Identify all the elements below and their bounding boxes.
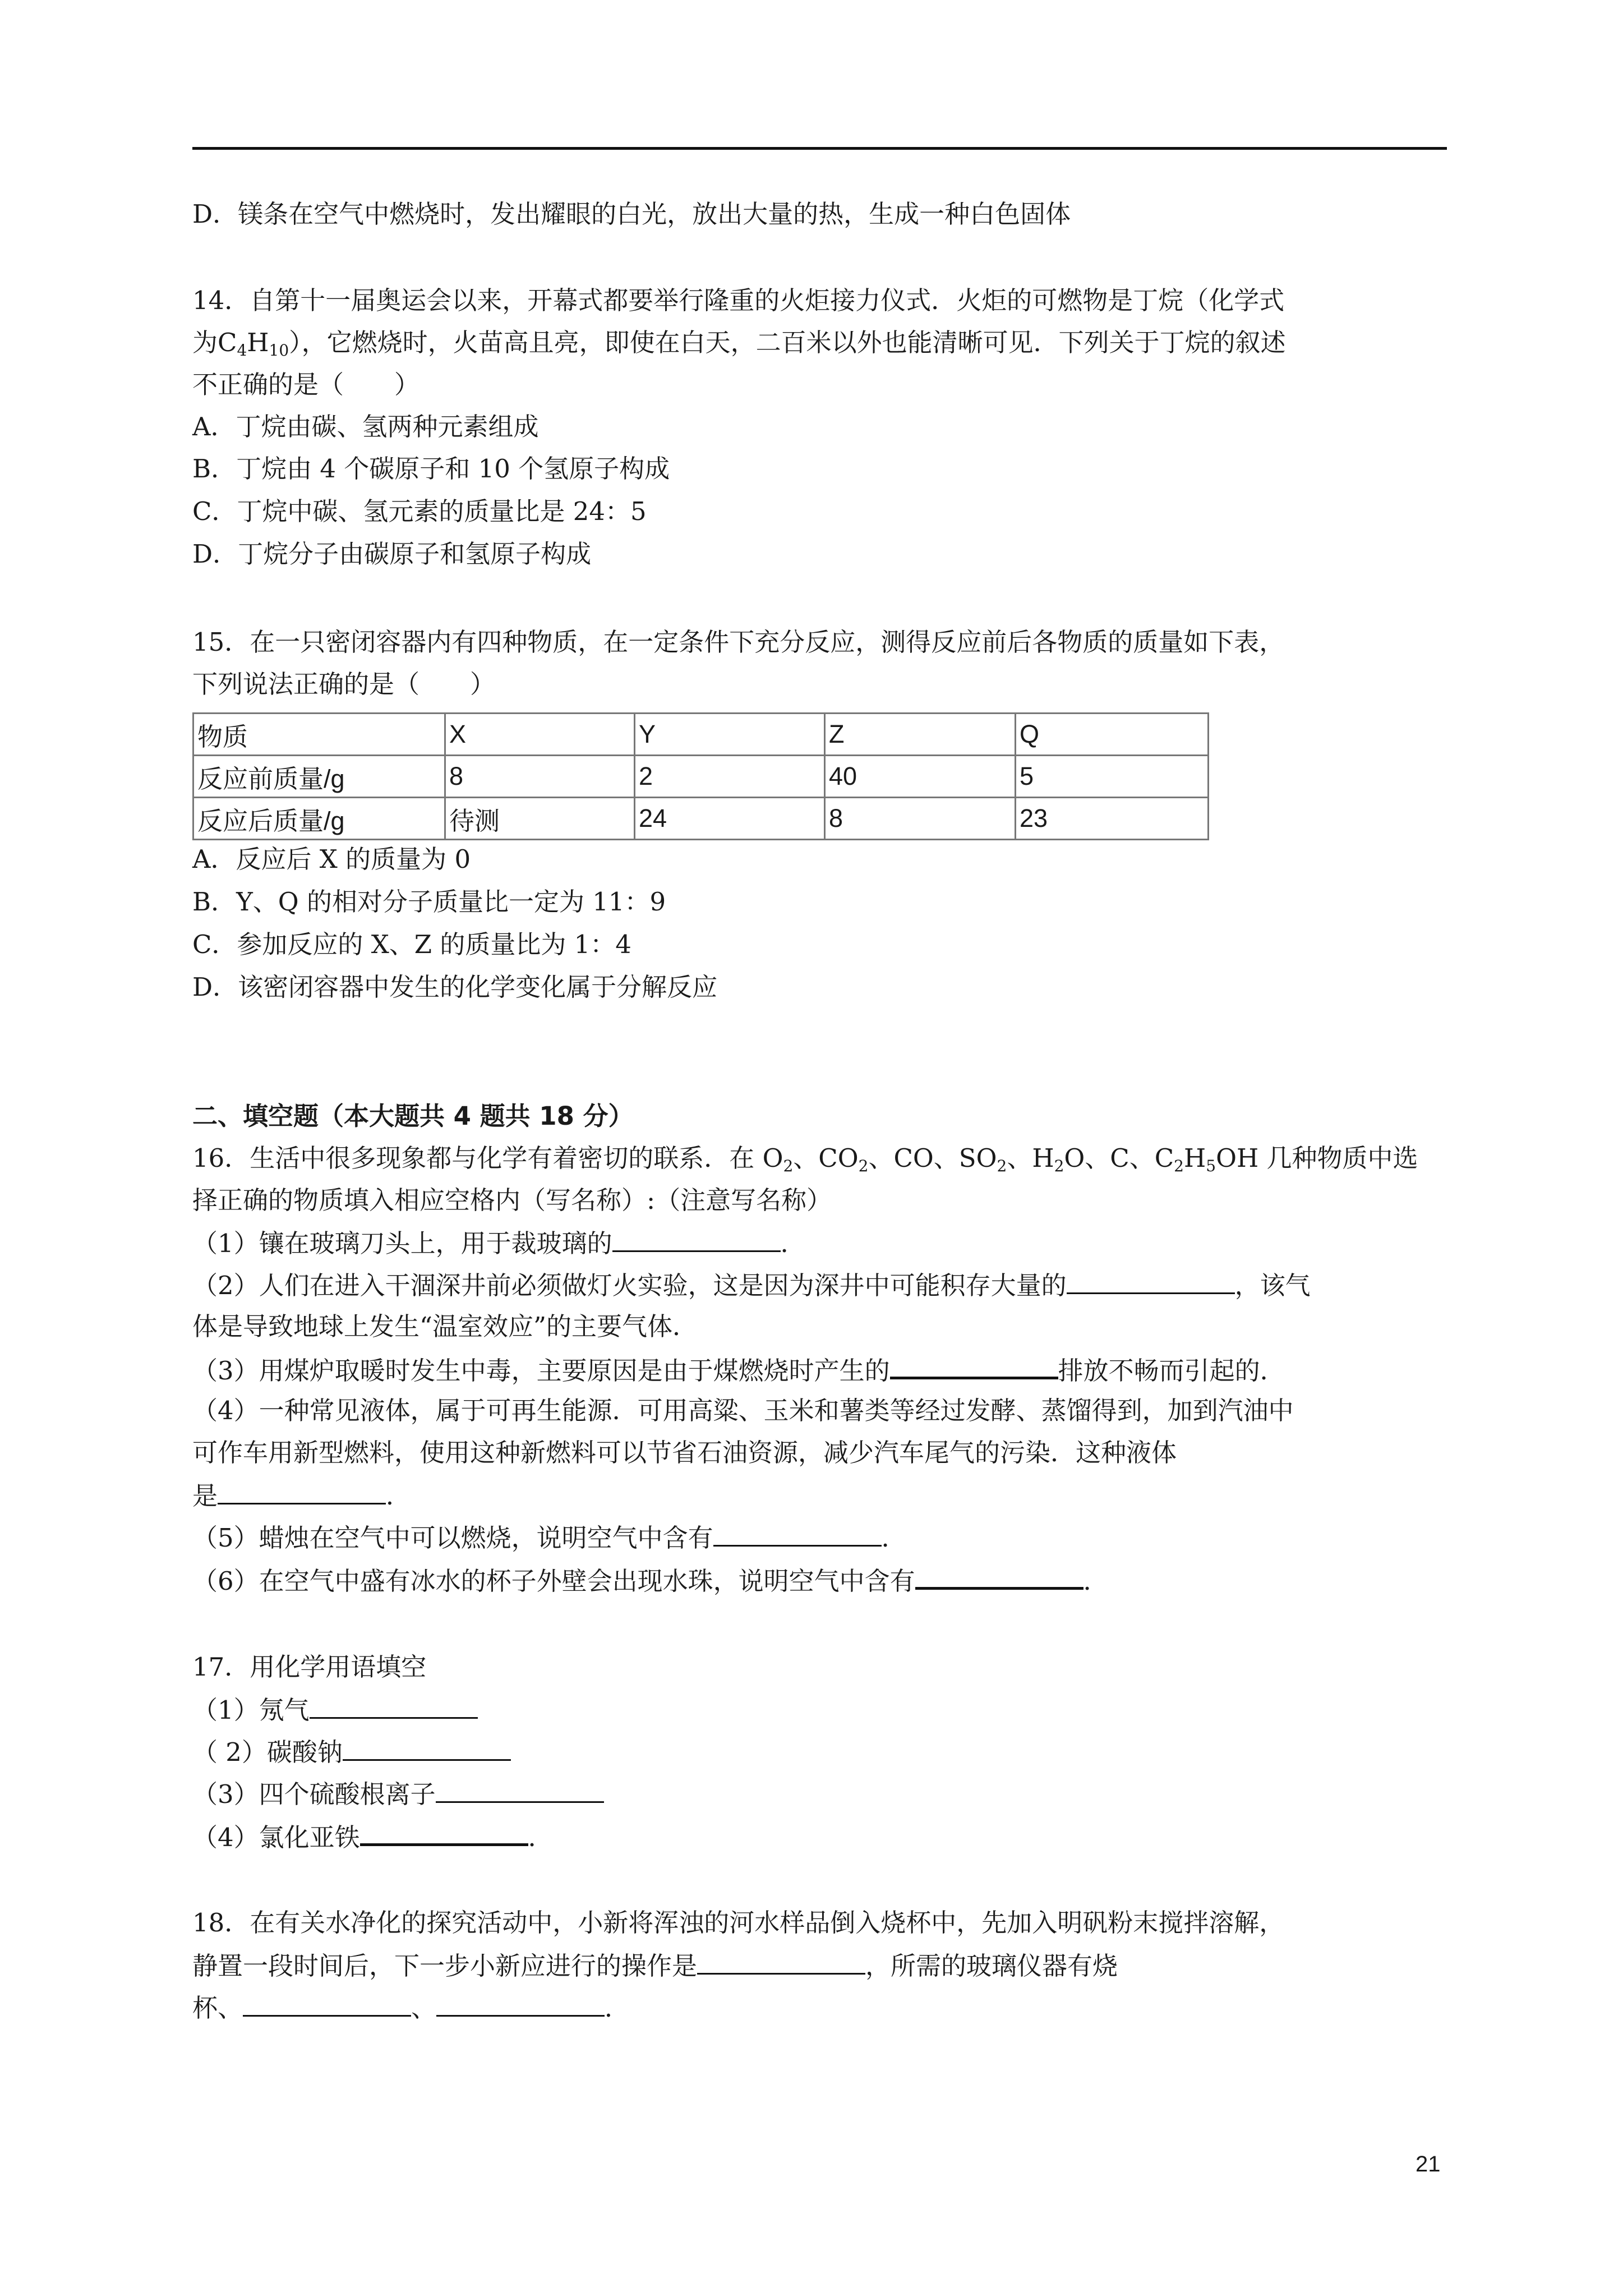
q14-option-b: B．丁烷由 4 个碳原子和 10 个氢原子构成 [192,454,670,484]
q15-stem-line2: 下列说法正确的是（ ） [192,669,496,699]
table-cell: 待测 [445,798,635,840]
q16-part-2-cont: 体是导致地球上发生“温室效应”的主要气体． [192,1312,698,1341]
table-cell: 5 [1016,756,1209,798]
table-cell: 2 [635,756,825,798]
table-cell: 24 [635,798,825,840]
table-cell: 40 [825,756,1016,798]
q15-option-a: A．反应后 X 的质量为 0 [192,844,471,874]
q15-option-b: B．Y、Q 的相对分子质量比一定为 11：9 [192,887,666,917]
table-row [193,756,1209,798]
q16-part-4-line1: （4）一种常见液体，属于可再生能源．可用高粱、玉米和薯类等经过发酵、蒸馏得到，加到汽油中 [192,1396,1294,1425]
q18-stem-line2: 静置一段时间后，下一步小新应进行的操作是 ，所需的玻璃仪器有烧 [192,1948,1118,1983]
q14-option-c: C．丁烷中碳、氢元素的质量比是 24：5 [192,496,647,526]
table-cell: 物质 [193,714,445,756]
q13-option-d: D．镁条在空气中燃烧时，发出耀眼的白光，放出大量的热，生成一种白色固体 [192,199,1071,229]
answer-blank[interactable] [713,1520,882,1547]
page-number: 21 [1415,2152,1441,2177]
q16-stem-line1: 16．生活中很多现象都与化学有着密切的联系．在 $O_2$、$CO_2$、CO、$SO_2$、$H_2O$、C、$C_2H_5OH$ 几种物质中选 [192,1143,1418,1175]
answer-blank[interactable] [360,1819,528,1846]
q14-stem-line3: 不正确的是（ ） [192,370,420,399]
q17-part-3: （3）四个硫酸根离子 [192,1777,604,1811]
table-cell: 反应后质量/g [193,798,445,840]
q17-part-1: （1）氖气 [192,1692,478,1727]
section-title: 二、填空题（本大题共 4 题共 18 分） [192,1101,634,1131]
table-header-row [193,714,1209,756]
q17-part-4: （4）氯化亚铁 ． [192,1819,554,1855]
answer-blank[interactable] [697,1948,865,1975]
answer-blank[interactable] [436,1777,604,1803]
answer-blank[interactable] [218,1478,386,1504]
table-cell: Y [635,714,825,756]
q17-stem: 17．用化学用语填空 [192,1652,427,1682]
q17-part-2: （ 2）碳酸钠 [192,1734,511,1769]
answer-blank[interactable] [612,1226,781,1252]
table-cell: Z [825,714,1016,756]
q15-option-c: C．参加反应的 X、Z 的质量比为 1：4 [192,930,631,959]
q14-option-d: D．丁烷分子由碳原子和氢原子构成 [192,539,592,569]
q18-stem-line3: 杯、 、 ． [192,1990,630,2025]
table-cell: 8 [445,756,635,798]
table-cell: X [445,714,635,756]
answer-blank[interactable] [915,1562,1083,1590]
table-cell: 23 [1016,798,1209,840]
q16-stem-line2: 择正确的物质填入相应空格内（写名称）:（注意写名称） [192,1185,832,1215]
q16-part-2: （2）人们在进入干涸深井前必须做灯火实验，这是因为深井中可能积存大量的 ，该气 [192,1268,1311,1303]
table-cell: 8 [825,798,1016,840]
q16-part-5: （5）蜡烛在空气中可以燃烧，说明空气中含有 ． [192,1520,907,1555]
q16-part-4-line2: 可作车用新型燃料，使用这种新燃料可以节省石油资源，减少汽车尾气的污染．这种液体 [192,1438,1177,1467]
table-cell: Q [1016,714,1209,756]
q14-stem-line2: 为$C_4H_{10}$），它燃烧时，火苗高且亮，即使在白天，二百米以外也能清晰可见．下列关于丁烷的叙述 [192,328,1286,360]
q18-stem-line1: 18．在有关水净化的探究活动中，小新将浑浊的河水样品倒入烧杯中，先加入明矾粉末搅拌溶解， [192,1908,1285,1938]
answer-blank[interactable] [310,1692,478,1719]
q15-stem-line1: 15．在一只密闭容器内有四种物质，在一定条件下充分反应，测得反应前后各物质的质量如下表， [192,627,1285,657]
answer-blank[interactable] [243,1990,411,2017]
table-row [193,798,1209,840]
table-cell: 反应前质量/g [193,756,445,798]
header-rule [192,147,1447,150]
mass-table [192,712,1209,840]
answer-blank[interactable] [343,1734,511,1761]
answer-blank[interactable] [890,1352,1058,1379]
answer-blank[interactable] [436,1990,605,2017]
q16-part-6: （6）在空气中盛有冰水的杯子外壁会出现水珠，说明空气中含有 ． [192,1562,1109,1598]
answer-blank[interactable] [1067,1268,1235,1294]
q16-part-1: （1）镶在玻璃刀头上，用于裁玻璃的 ． [192,1226,806,1260]
q14-option-a: A．丁烷由碳、氢两种元素组成 [192,412,539,441]
q16-part-3: （3）用煤炉取暖时发生中毒，主要原因是由于煤燃烧时产生的 排放不畅而引起的． [192,1352,1285,1388]
q16-part-4-line3: 是 ． [192,1478,411,1513]
q15-option-d: D．该密闭容器中发生的化学变化属于分解反应 [192,972,718,1002]
q14-stem-line1: 14．自第十一届奥运会以来，开幕式都要举行隆重的火炬接力仪式．火炬的可燃物是丁烷（化学式 [192,286,1285,315]
